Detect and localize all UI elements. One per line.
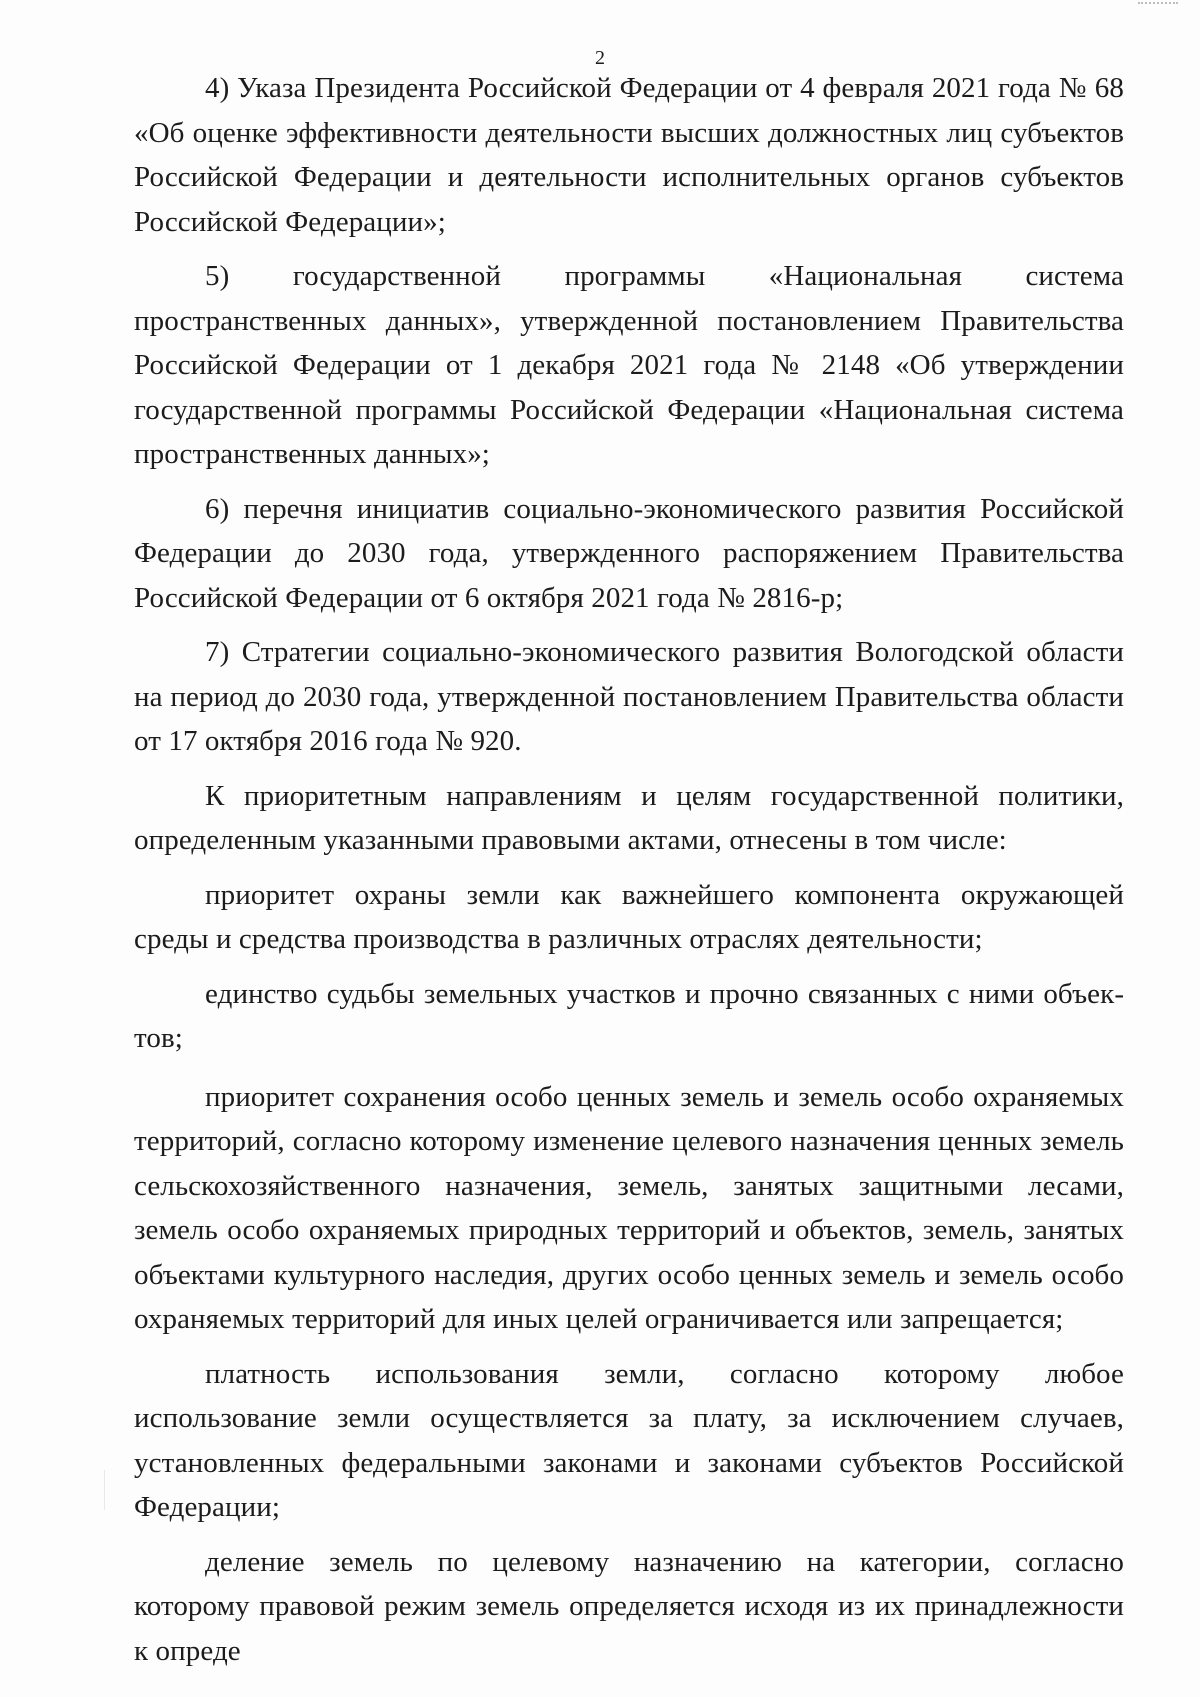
margin-artifact [104,1470,105,1510]
paragraph-priorities-intro: К приоритетным направлениям и целям государственной политики, определенным указанными правовыми актами, отнесены в том числе: [134,779,1124,856]
document-body [134,66,1124,1683]
paragraph-land-categories: деление земель по целевому назначению на категории, согласно которому правовой режим земель определяется исходя из их принадлежности к опреде [134,1545,1124,1667]
paragraph-paid-land-use: платность использования земли, согласно которому любое использование земли осуществляется за плату, за исключением случаев, установленных федеральными законами и законами субъектов Российской Федерации; [134,1357,1124,1523]
paragraph-priority-valuable-lands: приоритет сохранения особо ценных земель и земель особо охраняемых территорий, согласно которому изменение целевого назначения ценных земель сельскохозяйственного назначения, земель, занятых защитными лесами, земель особо охраняемых природных территорий и объектов, земель, занятых объектами культурного наследия, других особо ценных земель и земель особо охраняемых территорий для иных целей ограничивается или запрещается; [134,1080,1124,1335]
page-number: 2 [595,47,605,69]
paragraph-item-7: 7) Стратегии социально-экономического развития Вологодской области на период до 2030 года, утвержденной постановлением Правительства области от 17 октября 2016 года № 920. [134,636,1124,757]
paragraph-item-5: 5) государственной программы «Национальная система пространственных данных», утвержденной постановлением Правительства Российской Федерации от 1 декабря 2021 года № 2148 «Об утверждении государственной программы Российской Федерации «Национальная система пространственных данных»; [134,260,1124,470]
paragraph-unity-of-fate: единство судьбы земельных участков и прочно связанных с ними объектов; [134,977,1124,1054]
paragraph-item-6: 6) перечня инициатив социально-экономического развития Российской Федерации до 2030 года, утвержденного распоряжением Правительства Российской Федерации от 6 октября 2021 года № 2816-р; [134,492,1124,614]
paragraph-item-4: 4) Указа Президента Российской Федерации от 4 февраля 2021 года № 68 «Об оценке эффективности деятельности высших должностных лиц субъектов Российской Федерации и деятельности исполнительных органов субъектов Российской Федерации»; [134,72,1124,238]
paragraph-priority-land-protection: приоритет охраны земли как важнейшего компонента окружающей среды и средства производства в различных отраслях деятельности; [134,878,1124,955]
scan-artifact [1138,2,1178,10]
